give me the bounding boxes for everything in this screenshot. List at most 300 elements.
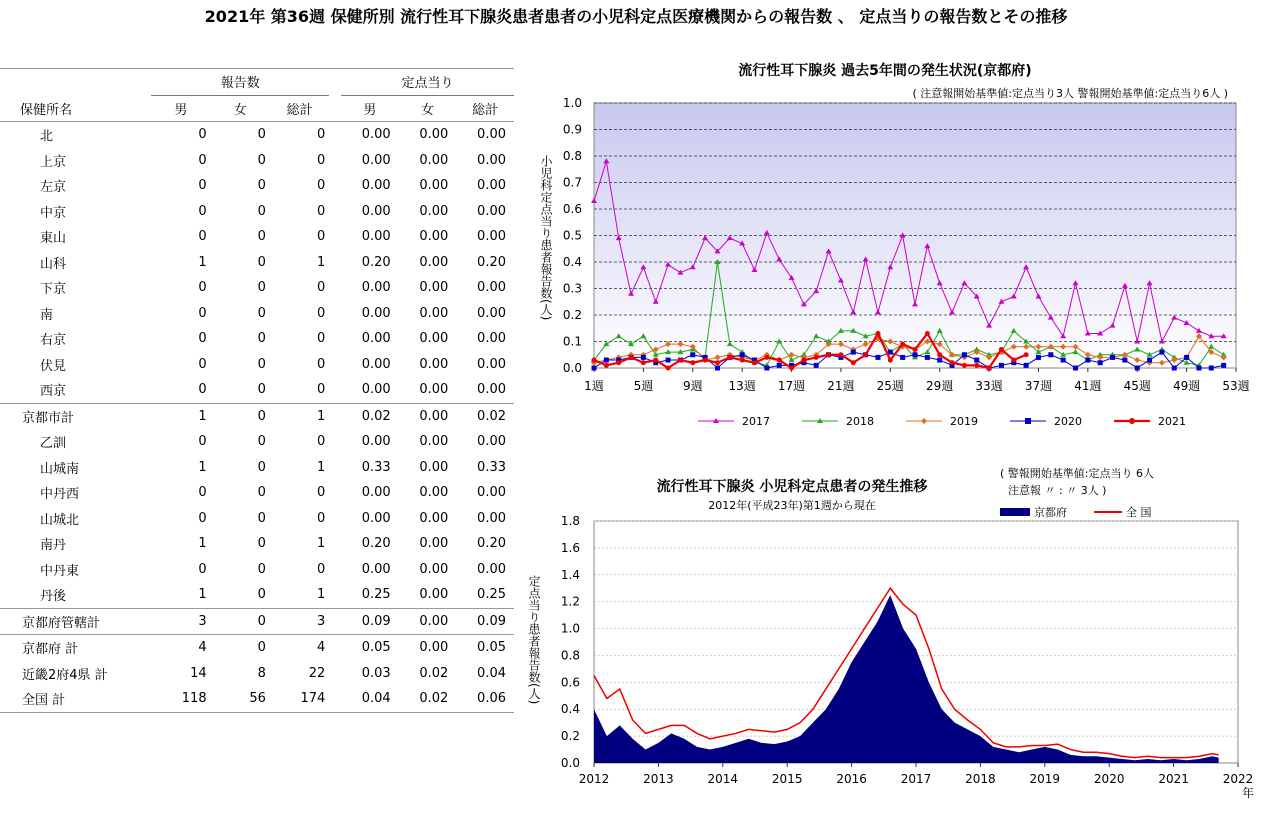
x-tick-label: 13週 xyxy=(728,379,756,393)
name-cell: 上京 xyxy=(40,154,67,170)
group-header-reports: 報告数 xyxy=(151,69,329,96)
per-male-cell: 0.00 xyxy=(361,485,391,501)
y-tick-label: 0.6 xyxy=(562,202,582,216)
per-female-cell: 0.00 xyxy=(419,305,449,321)
x-tick-label: 29週 xyxy=(926,379,954,393)
name-cell: 山科 xyxy=(40,256,67,272)
per-female-cell: 0.00 xyxy=(419,434,449,450)
male-cell: 0 xyxy=(198,331,207,347)
data-point xyxy=(703,358,708,363)
per-total-cell: 0.33 xyxy=(477,459,506,475)
per-female-cell: 0.00 xyxy=(419,510,449,526)
data-point xyxy=(851,350,856,355)
col-header-per-total: 総計 xyxy=(472,102,499,118)
y-tick-label: 0.1 xyxy=(562,334,582,349)
per-male-cell: 0.00 xyxy=(361,178,391,194)
x-tick-label: 2019 xyxy=(1029,772,1061,786)
data-point xyxy=(604,358,609,363)
male-cell: 0 xyxy=(198,356,207,372)
male-cell: 0 xyxy=(198,178,207,194)
y-tick-label: 0.2 xyxy=(560,729,580,744)
per-total-cell: 0.20 xyxy=(477,254,506,270)
total-cell: 174 xyxy=(300,691,326,707)
five-year-line-chart xyxy=(530,55,1272,440)
female-cell: 0 xyxy=(257,229,266,245)
female-cell: 0 xyxy=(257,254,266,270)
y-tick-label: 1.4 xyxy=(560,567,580,582)
legend-label: 全 国 xyxy=(1126,506,1152,519)
per-male-cell: 0.03 xyxy=(361,665,391,681)
name-cell: 近畿2府4県 計 xyxy=(22,667,108,683)
per-female-cell: 0.00 xyxy=(419,127,449,143)
per-female-cell: 0.00 xyxy=(419,640,449,656)
data-point xyxy=(875,355,880,360)
male-cell: 0 xyxy=(198,229,207,245)
per-male-cell: 0.00 xyxy=(361,356,391,372)
x-tick-label: 45週 xyxy=(1123,379,1151,393)
data-point xyxy=(1098,360,1103,365)
y-tick-label: 0.6 xyxy=(560,675,580,690)
table-row xyxy=(0,608,514,635)
name-cell: 南丹 xyxy=(40,538,67,554)
table-row xyxy=(0,173,514,199)
y-tick-label: 1.0 xyxy=(560,621,580,636)
per-total-cell: 0.09 xyxy=(477,613,506,629)
name-cell: 丹後 xyxy=(40,589,67,605)
female-cell: 0 xyxy=(257,382,266,398)
male-cell: 0 xyxy=(198,203,207,219)
x-tick-label: 41週 xyxy=(1074,379,1102,393)
data-point xyxy=(999,347,1004,352)
table-row xyxy=(0,557,514,583)
data-point xyxy=(826,352,831,357)
male-cell: 0 xyxy=(198,305,207,321)
y-tick-label: 0.0 xyxy=(560,756,580,770)
table-row xyxy=(0,301,514,327)
female-cell: 0 xyxy=(257,613,266,629)
y-tick-label: 0.0 xyxy=(562,361,582,375)
per-total-cell: 0.00 xyxy=(477,305,506,321)
data-point xyxy=(950,360,955,365)
per-male-cell: 0.00 xyxy=(361,510,391,526)
x-tick-label: 2015 xyxy=(771,772,803,786)
per-female-cell: 0.00 xyxy=(419,536,449,552)
name-cell: 乙訓 xyxy=(40,436,67,452)
per-female-cell: 0.00 xyxy=(419,613,449,629)
x-axis-label: 年 xyxy=(1242,786,1255,800)
per-total-cell: 0.00 xyxy=(477,178,506,194)
name-cell: 西京 xyxy=(40,384,67,400)
name-cell: 下京 xyxy=(40,282,67,298)
per-total-cell: 0.25 xyxy=(477,587,506,603)
total-cell: 22 xyxy=(308,665,326,681)
total-cell: 0 xyxy=(317,331,326,347)
data-point xyxy=(641,360,646,365)
name-cell: 京都府 計 xyxy=(22,642,79,658)
y-tick-label: 0.8 xyxy=(562,149,582,163)
col-header-female: 女 xyxy=(233,102,247,118)
per-male-cell: 0.00 xyxy=(361,382,391,398)
per-male-cell: 0.20 xyxy=(361,536,391,552)
total-cell: 0 xyxy=(317,280,326,296)
data-point xyxy=(814,363,819,368)
y-tick-label: 1.8 xyxy=(560,514,580,528)
data-point xyxy=(1209,366,1214,371)
name-cell: 右京 xyxy=(40,333,67,349)
table-row xyxy=(0,403,514,429)
total-cell: 1 xyxy=(317,459,326,475)
data-point xyxy=(678,358,683,363)
per-total-cell: 0.00 xyxy=(477,152,506,168)
x-tick-label: 2013 xyxy=(643,772,674,786)
name-cell: 中丹東 xyxy=(40,563,80,579)
per-female-cell: 0.02 xyxy=(419,665,449,681)
y-tick-label: 0.8 xyxy=(560,648,580,663)
per-total-cell: 0.00 xyxy=(477,203,506,219)
y-tick-label: 0.7 xyxy=(562,175,582,190)
x-tick-label: 37週 xyxy=(1024,379,1053,393)
x-tick-label: 2017 xyxy=(900,772,932,786)
data-point xyxy=(987,366,992,371)
per-male-cell: 0.00 xyxy=(361,152,391,168)
table-row xyxy=(0,199,514,225)
per-total-cell: 0.00 xyxy=(477,356,506,372)
data-point xyxy=(962,363,967,368)
per-male-cell: 0.00 xyxy=(361,305,391,321)
data-point xyxy=(900,342,905,347)
male-cell: 1 xyxy=(198,587,207,603)
data-point xyxy=(1184,355,1189,360)
per-female-cell: 0.00 xyxy=(419,561,449,577)
per-male-cell: 0.05 xyxy=(361,640,391,656)
x-tick-label: 17週 xyxy=(777,379,806,393)
table-row xyxy=(0,275,514,301)
legend-label: 京都府 xyxy=(1034,506,1067,519)
male-cell: 0 xyxy=(198,127,207,143)
data-point xyxy=(666,358,671,363)
per-total-cell: 0.02 xyxy=(477,408,506,424)
per-female-cell: 0.00 xyxy=(419,254,449,270)
data-point xyxy=(690,360,695,365)
data-point xyxy=(851,360,856,365)
legend-label: 2018 xyxy=(846,415,874,428)
data-point xyxy=(925,331,930,336)
name-cell: 山城南 xyxy=(40,461,80,477)
female-cell: 0 xyxy=(257,587,266,603)
x-tick-label: 2012 xyxy=(578,772,610,786)
legend-marker xyxy=(1025,418,1031,424)
total-cell: 4 xyxy=(317,640,326,656)
data-point xyxy=(592,366,597,371)
data-point xyxy=(715,366,720,371)
y-tick-label: 0.4 xyxy=(560,702,580,717)
data-point xyxy=(838,352,843,357)
per-female-cell: 0.00 xyxy=(419,203,449,219)
per-female-cell: 0.02 xyxy=(419,691,449,707)
col-header-name: 保健所名 xyxy=(20,102,73,118)
per-male-cell: 0.00 xyxy=(361,561,391,577)
total-cell: 0 xyxy=(317,382,326,398)
total-cell: 0 xyxy=(317,356,326,372)
col-header-per-male: 男 xyxy=(363,102,377,118)
x-tick-label: 21週 xyxy=(827,379,855,393)
name-cell: 左京 xyxy=(40,180,67,196)
report-table xyxy=(0,68,514,713)
data-point xyxy=(1048,352,1053,357)
per-total-cell: 0.00 xyxy=(477,485,506,501)
data-point xyxy=(740,358,745,363)
y-tick-label: 0.9 xyxy=(562,122,582,137)
female-cell: 0 xyxy=(257,178,266,194)
per-total-cell: 0.00 xyxy=(477,434,506,450)
y-axis-label: 小児科定点当り患者報告数(人) xyxy=(539,155,553,321)
per-total-cell: 0.04 xyxy=(477,665,506,681)
legend-swatch xyxy=(1000,508,1030,516)
legend-label: 2021 xyxy=(1158,415,1186,428)
y-tick-label: 0.4 xyxy=(562,255,582,269)
male-cell: 14 xyxy=(190,665,207,681)
legend-label: 2020 xyxy=(1054,415,1082,428)
table-row xyxy=(0,377,514,403)
table-row xyxy=(0,661,514,687)
x-tick-label: 2022 xyxy=(1222,772,1254,786)
per-male-cell: 0.00 xyxy=(361,203,391,219)
legend-label: 2019 xyxy=(950,415,978,428)
data-point xyxy=(1172,366,1177,371)
col-header-total: 総計 xyxy=(286,102,313,118)
table-row xyxy=(0,506,514,532)
y-tick-label: 0.3 xyxy=(562,281,582,296)
per-female-cell: 0.00 xyxy=(419,382,449,398)
per-male-cell: 0.04 xyxy=(361,691,391,707)
group-header-per-site: 定点当り xyxy=(341,69,514,96)
per-total-cell: 0.06 xyxy=(477,691,506,707)
data-point xyxy=(1159,350,1164,355)
total-cell: 0 xyxy=(317,561,326,577)
female-cell: 0 xyxy=(257,331,266,347)
name-cell: 全国 計 xyxy=(22,693,66,709)
female-cell: 0 xyxy=(257,280,266,296)
x-tick-label: 33週 xyxy=(975,379,1003,393)
female-cell: 0 xyxy=(257,356,266,372)
legend-label: 2017 xyxy=(742,415,770,428)
female-cell: 0 xyxy=(257,127,266,143)
table-row xyxy=(0,352,514,378)
data-point xyxy=(641,355,646,360)
data-point xyxy=(752,360,757,365)
data-point xyxy=(974,358,979,363)
data-point xyxy=(764,366,769,371)
table-row xyxy=(0,148,514,174)
per-male-cell: 0.09 xyxy=(361,613,391,629)
female-cell: 0 xyxy=(257,561,266,577)
data-point xyxy=(888,358,893,363)
threshold-note: 注意報 〃 : 〃 3人 ) xyxy=(1008,484,1107,497)
data-point xyxy=(1073,366,1078,371)
per-total-cell: 0.00 xyxy=(477,510,506,526)
total-cell: 1 xyxy=(317,536,326,552)
male-cell: 118 xyxy=(181,691,207,707)
per-total-cell: 0.20 xyxy=(477,536,506,552)
per-total-cell: 0.00 xyxy=(477,127,506,143)
y-tick-label: 1.0 xyxy=(562,96,582,110)
col-header-male: 男 xyxy=(174,102,188,118)
per-total-cell: 0.00 xyxy=(477,561,506,577)
total-cell: 0 xyxy=(317,127,326,143)
per-male-cell: 0.00 xyxy=(361,127,391,143)
data-point xyxy=(1147,358,1152,363)
table-row xyxy=(0,326,514,352)
total-cell: 0 xyxy=(317,434,326,450)
total-cell: 0 xyxy=(317,203,326,219)
male-cell: 0 xyxy=(198,561,207,577)
chart-title: 流行性耳下腺炎 小児科定点患者の発生推移 xyxy=(656,479,928,495)
total-cell: 3 xyxy=(317,613,326,629)
page-title: 2021年 第36週 保健所別 流行性耳下腺炎患者患者の小児科定点医療機関からの報告数 、 定点当りの報告数とその推移 xyxy=(204,7,1068,26)
per-female-cell: 0.00 xyxy=(419,459,449,475)
chart-subtitle: ( 注意報開始基準値:定点当り3人 警報開始基準値:定点当り6人 ) xyxy=(912,87,1228,100)
per-male-cell: 0.33 xyxy=(361,459,391,475)
data-point xyxy=(789,366,794,371)
table-row xyxy=(0,531,514,557)
female-cell: 8 xyxy=(257,665,266,681)
chart-title: 流行性耳下腺炎 過去5年間の発生状況(京都府) xyxy=(738,63,1032,79)
male-cell: 0 xyxy=(198,510,207,526)
data-point xyxy=(937,358,942,363)
total-cell: 0 xyxy=(317,485,326,501)
total-cell: 0 xyxy=(317,152,326,168)
per-female-cell: 0.00 xyxy=(419,280,449,296)
per-female-cell: 0.00 xyxy=(419,152,449,168)
x-tick-label: 2018 xyxy=(965,772,996,786)
female-cell: 0 xyxy=(257,459,266,475)
data-point xyxy=(1011,358,1016,363)
female-cell: 0 xyxy=(257,536,266,552)
per-female-cell: 0.00 xyxy=(419,331,449,347)
data-point xyxy=(764,355,769,360)
x-tick-label: 1週 xyxy=(584,379,604,393)
data-point xyxy=(690,352,695,357)
male-cell: 1 xyxy=(198,459,207,475)
data-point xyxy=(1024,363,1029,368)
total-cell: 0 xyxy=(317,178,326,194)
per-male-cell: 0.00 xyxy=(361,229,391,245)
data-point xyxy=(913,347,918,352)
x-tick-label: 25週 xyxy=(876,379,904,393)
trend-area-chart xyxy=(527,465,1272,823)
table-row xyxy=(0,635,514,661)
total-cell: 1 xyxy=(317,587,326,603)
male-cell: 0 xyxy=(198,485,207,501)
data-point xyxy=(875,331,880,336)
table-row xyxy=(0,686,514,712)
data-point xyxy=(863,352,868,357)
legend-marker xyxy=(1129,418,1135,424)
name-cell: 京都市計 xyxy=(22,410,75,426)
y-tick-label: 1.2 xyxy=(560,594,580,609)
total-cell: 0 xyxy=(317,305,326,321)
female-cell: 0 xyxy=(257,434,266,450)
name-cell: 南 xyxy=(40,307,54,323)
name-cell: 山城北 xyxy=(40,512,80,528)
x-tick-label: 53週 xyxy=(1222,379,1250,393)
per-female-cell: 0.00 xyxy=(419,408,449,424)
male-cell: 3 xyxy=(198,613,207,629)
data-point xyxy=(653,358,658,363)
female-cell: 0 xyxy=(257,203,266,219)
per-male-cell: 0.02 xyxy=(361,408,391,424)
table-row xyxy=(0,480,514,506)
per-total-cell: 0.05 xyxy=(477,640,506,656)
name-cell: 中京 xyxy=(40,205,67,221)
x-tick-label: 2020 xyxy=(1093,772,1125,786)
name-cell: 伏見 xyxy=(40,358,67,374)
data-point xyxy=(1196,366,1201,371)
table-row xyxy=(0,250,514,276)
data-point xyxy=(629,355,634,360)
table-row xyxy=(0,582,514,608)
chart-subtitle: 2012年(平成23年)第1週から現在 xyxy=(708,499,876,512)
data-point xyxy=(1135,366,1140,371)
legend-marker xyxy=(921,418,927,424)
total-cell: 1 xyxy=(317,408,326,424)
table-row xyxy=(0,122,514,148)
per-total-cell: 0.00 xyxy=(477,280,506,296)
total-cell: 0 xyxy=(317,229,326,245)
data-point xyxy=(913,352,918,357)
col-header-per-female: 女 xyxy=(421,102,435,118)
data-point xyxy=(1122,358,1127,363)
per-male-cell: 0.20 xyxy=(361,254,391,270)
data-point xyxy=(1061,358,1066,363)
total-cell: 1 xyxy=(317,254,326,270)
data-point xyxy=(715,360,720,365)
data-point xyxy=(900,355,905,360)
data-point xyxy=(777,358,782,363)
male-cell: 1 xyxy=(198,254,207,270)
male-cell: 1 xyxy=(198,536,207,552)
data-point xyxy=(740,352,745,357)
table-row xyxy=(0,455,514,481)
name-cell: 中丹西 xyxy=(40,487,80,503)
y-axis-label: 定点当り患者報告数(人) xyxy=(527,575,541,705)
data-point xyxy=(1085,358,1090,363)
per-total-cell: 0.00 xyxy=(477,382,506,398)
per-female-cell: 0.00 xyxy=(419,356,449,372)
data-point xyxy=(814,355,819,360)
female-cell: 0 xyxy=(257,640,266,656)
data-point xyxy=(1110,355,1115,360)
data-point xyxy=(777,363,782,368)
x-tick-label: 9週 xyxy=(682,379,703,393)
name-cell: 東山 xyxy=(40,231,67,247)
per-total-cell: 0.00 xyxy=(477,229,506,245)
female-cell: 0 xyxy=(257,305,266,321)
male-cell: 0 xyxy=(198,382,207,398)
data-point xyxy=(604,363,609,368)
female-cell: 56 xyxy=(249,691,266,707)
data-point xyxy=(974,363,979,368)
male-cell: 4 xyxy=(198,640,207,656)
male-cell: 1 xyxy=(198,408,207,424)
table-row xyxy=(0,429,514,455)
per-male-cell: 0.25 xyxy=(361,587,391,603)
data-point xyxy=(937,352,942,357)
data-point xyxy=(666,366,671,371)
x-tick-label: 49週 xyxy=(1172,379,1201,393)
per-total-cell: 0.00 xyxy=(477,331,506,347)
x-tick-label: 2016 xyxy=(836,772,867,786)
